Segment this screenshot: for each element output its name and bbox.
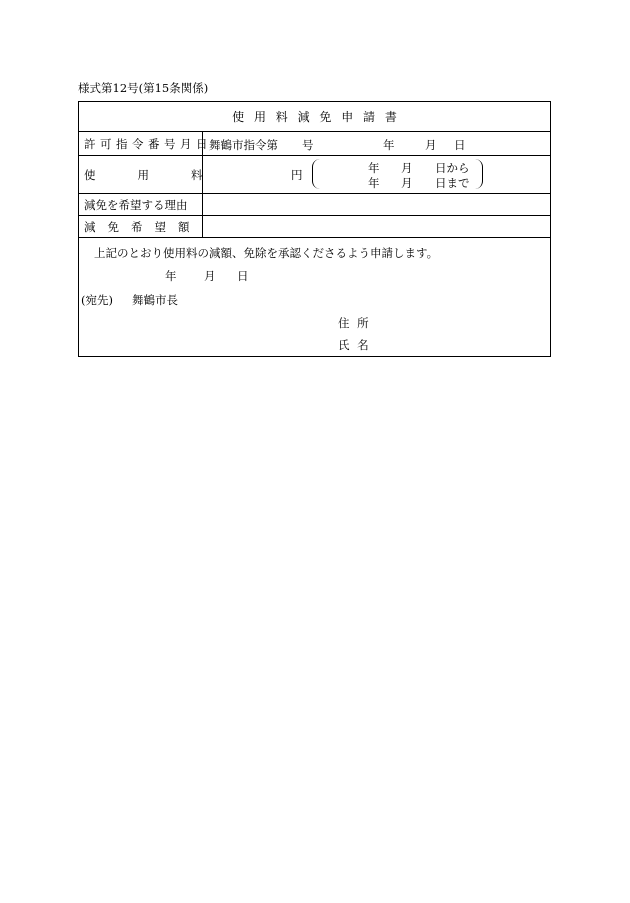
address-label: 住 所 xyxy=(338,316,369,330)
reason-value-cell[interactable] xyxy=(203,194,550,215)
amount-value-cell[interactable] xyxy=(203,216,550,237)
reason-label: 減免を希望する理由 xyxy=(84,197,188,212)
declaration-area xyxy=(79,238,550,356)
period-to-day: 日まで xyxy=(435,176,470,190)
permit-prefix: 舞鶴市指令第 xyxy=(209,138,278,152)
application-form xyxy=(78,101,551,357)
period-from-year: 年 xyxy=(368,161,380,175)
addressee: 舞鶴市長 xyxy=(132,293,178,307)
amount-label-cell xyxy=(79,216,203,237)
period-from-day: 日から xyxy=(435,161,470,175)
permit-day: 日 xyxy=(454,138,466,152)
form-title-text: 使 用 料 減 免 申 請 書 xyxy=(232,110,397,124)
application-month: 月 xyxy=(204,269,216,283)
period-to-month: 月 xyxy=(401,176,413,190)
fee-row xyxy=(79,156,550,194)
amount-label: 減免希望額 xyxy=(84,219,202,234)
title-row xyxy=(79,102,550,132)
fee-label-cell xyxy=(79,156,245,193)
permit-label-cell xyxy=(79,132,212,155)
form-number: 様式第12号(第15条関係) xyxy=(78,81,209,95)
period-from-month: 月 xyxy=(401,161,413,175)
application-year: 年 xyxy=(165,269,177,283)
permit-number-suffix: 号 xyxy=(302,138,314,152)
permit-label: 許可指令番号月日 xyxy=(84,136,212,151)
fee-label: 使用料 xyxy=(84,167,245,182)
reason-label-cell xyxy=(79,194,203,215)
permit-year: 年 xyxy=(383,138,395,152)
addressee-prefix: (宛先) xyxy=(81,293,113,307)
reason-row xyxy=(79,194,550,216)
application-day: 日 xyxy=(237,269,249,283)
permit-month: 月 xyxy=(425,138,437,152)
declaration-statement: 上記のとおり使用料の減額、免除を承認くださるよう申請します。 xyxy=(94,246,439,260)
fee-yen: 円 xyxy=(291,168,303,182)
permit-value-cell[interactable] xyxy=(203,132,550,155)
amount-row xyxy=(79,216,550,238)
period-to-year: 年 xyxy=(368,176,380,190)
fee-value-cell[interactable] xyxy=(203,156,550,193)
name-label: 氏 名 xyxy=(338,338,369,352)
form-title xyxy=(79,102,550,131)
permit-row xyxy=(79,132,550,156)
